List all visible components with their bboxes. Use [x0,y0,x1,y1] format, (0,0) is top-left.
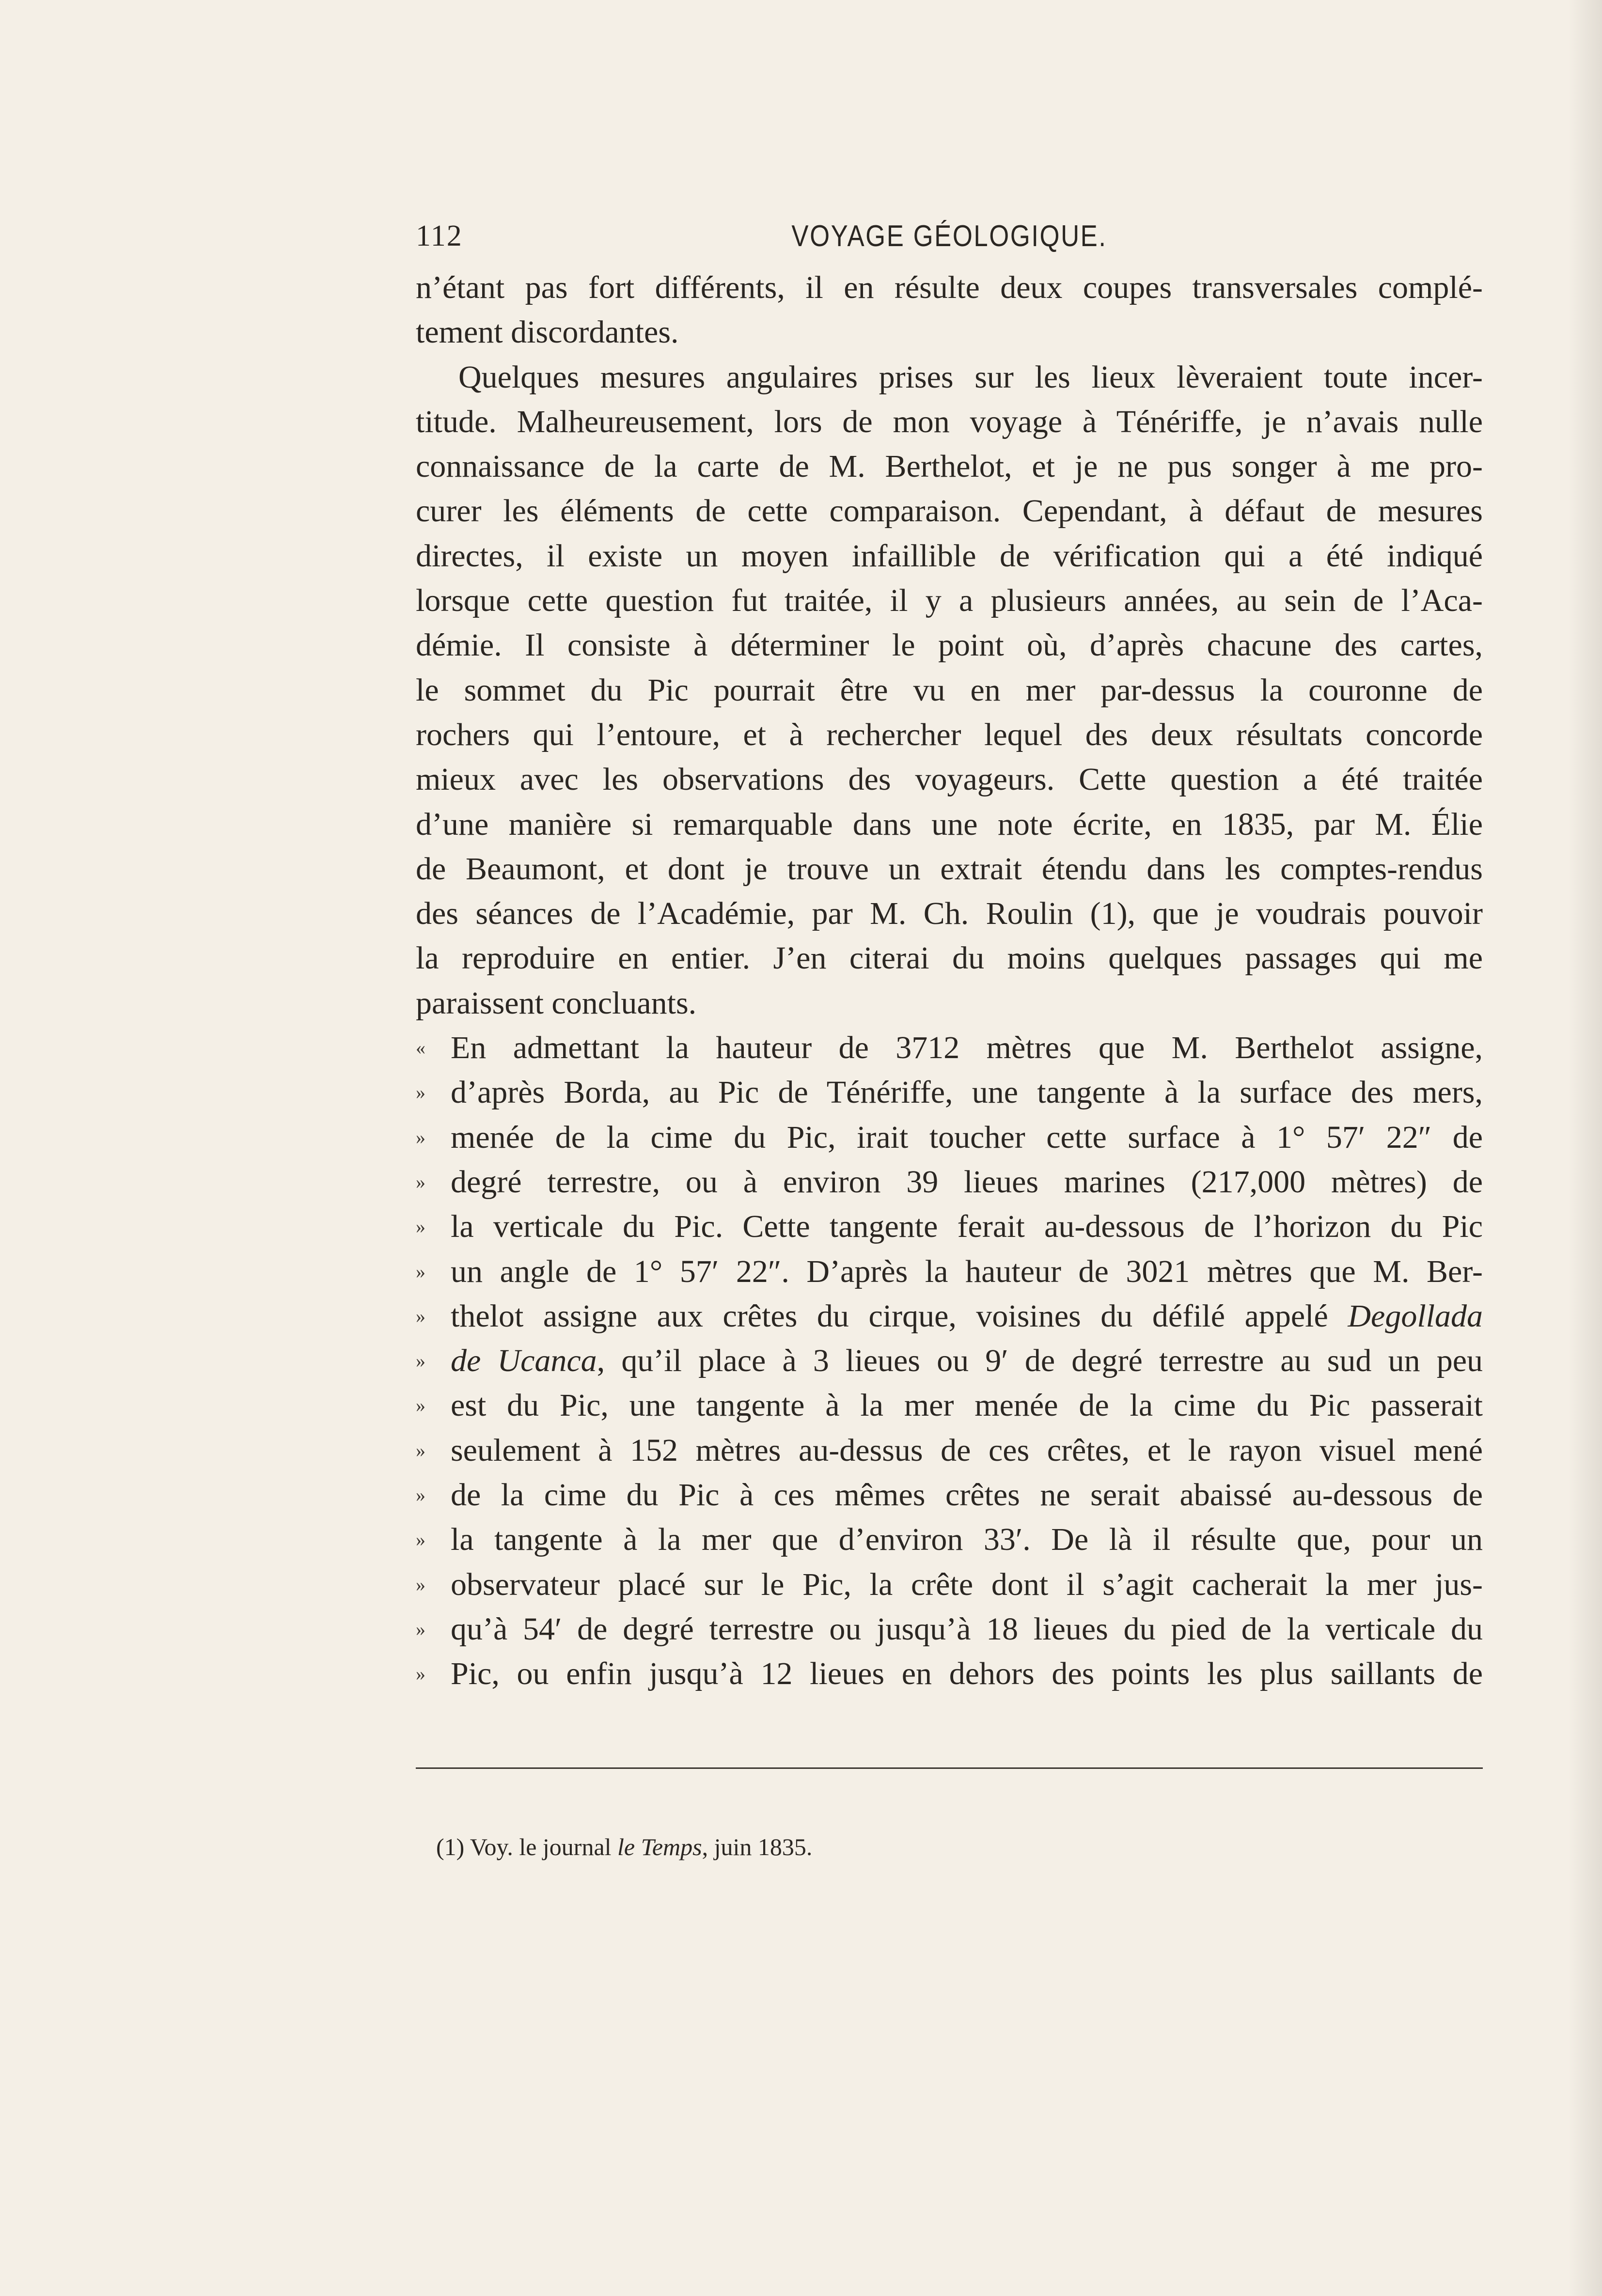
quote-mark: » [416,1529,425,1551]
quote-text: , qu’il place à 3 lieues ou 9′ de degré terrestre au sud un peu [597,1343,1483,1379]
text-line: la reproduire en entier. J’en citerai du moins quelques passages qui me [416,940,1483,976]
quote-text: menée de la cime du Pic, irait toucher cette surface à 1° 57′ 22″ de [451,1119,1483,1155]
quote-text: qu’à 54′ de degré terrestre ou jusqu’à 18 lieues du pied de la verticale du [451,1611,1483,1647]
quote-line [416,1250,1483,1294]
footnote [436,1832,812,1861]
quote-text: de la cime du Pic à ces mêmes crêtes ne serait abaissé au-dessous de [451,1477,1483,1513]
text-line: titude. Malheureusement, lors de mon voyage à Ténériffe, je n’avais nulle [416,404,1483,439]
page-edge-shadow [1568,0,1602,2296]
quote-mark: » [416,1573,425,1595]
text-line: Quelques mesures angulaires prises sur les lieux lèveraient toute incer- [458,359,1483,395]
quote-mark: » [416,1350,425,1372]
quote-text: Pic, ou enfin jusqu’à 12 lieues en dehors des points les plus saillants de [451,1656,1483,1692]
quote-text: d’après Borda, au Pic de Ténériffe, une tangente à la surface des mers, [451,1075,1483,1110]
text-line: démie. Il consiste à déterminer le point où, d’après chacune des cartes, [416,627,1483,663]
quote-line [416,1652,1483,1696]
text-line: le sommet du Pic pourrait être vu en mer par-dessus la couronne de [416,672,1483,708]
italic-place-name: Degollada [1348,1298,1483,1334]
quote-line [416,1562,1483,1607]
quote-text: la tangente à la mer que d’environ 33′. De là il résulte que, pour un [451,1522,1483,1558]
text-line: lorsque cette question fut traitée, il y a plusieurs années, au sein de l’Aca- [416,583,1483,619]
italic-place-name: de Ucanca [451,1343,597,1379]
quote-mark: » [416,1305,425,1327]
quote-mark: » [416,1081,425,1104]
text-line: directes, il existe un moyen infaillible de vérification qui a été indiqué [416,538,1483,574]
quote-mark: » [416,1439,425,1461]
text-line: curer les éléments de cette comparaison. Cependant, à défaut de mesures [416,493,1483,529]
text-line: de Beaumont, et dont je trouve un extrait étendu dans les comptes-rendus [416,851,1483,887]
quote-text: thelot assigne aux crêtes du cirque, voisines du défilé appelé [451,1298,1348,1334]
quote-text: degré terrestre, ou à environ 39 lieues marines (217,000 mètres) de [451,1164,1483,1200]
quote-line [416,1339,1483,1383]
footnote-italic-title: le Temps [617,1833,702,1860]
running-header [416,219,1483,263]
text-line: mieux avec les observations des voyageurs. Cette question a été traitée [416,762,1483,797]
quote-line [416,1473,1483,1517]
quote-line [416,1160,1483,1204]
quote-text: la verticale du Pic. Cette tangente ferait au-dessous de l’horizon du Pic [451,1209,1483,1245]
quote-mark: » [416,1216,425,1238]
quote-line [416,1294,1483,1339]
text-line: connaissance de la carte de M. Berthelot, et je ne pus songer à me pro- [416,449,1483,484]
footnote-text: , juin 1835. [702,1833,813,1860]
quote-line [416,1383,1483,1428]
quote-text: En admettant la hauteur de 3712 mètres que M. Berthelot assigne, [451,1030,1483,1066]
text-line: d’une manière si remarquable dans une note écrite, en 1835, par M. Élie [416,806,1483,842]
quote-mark: « [416,1037,425,1059]
text-line: des séances de l’Académie, par M. Ch. Roulin (1), que je voudrais pouvoir [416,896,1483,932]
text-line: paraissent concluants. [416,985,697,1021]
quote-line [416,1115,1483,1160]
text-line: n’étant pas fort différents, il en résulte deux coupes transversales complé- [416,270,1483,305]
quote-text: observateur placé sur le Pic, la crête dont il s’agit cacherait la mer jus- [451,1566,1483,1602]
quote-mark: » [416,1126,425,1148]
quote-mark: » [416,1618,425,1640]
quote-line [416,1070,1483,1115]
quote-text: seulement à 152 mètres au-dessus de ces crêtes, et le rayon visuel mené [451,1432,1483,1468]
quote-mark: » [416,1484,425,1506]
running-title: VOYAGE GÉOLOGIQUE. [791,219,1107,253]
footnote-rule [416,1767,1483,1769]
quote-line [416,1428,1483,1473]
quote-mark: » [416,1260,425,1282]
text-line: tement discordantes. [416,314,679,350]
quote-line [416,1204,1483,1249]
footnote-text: (1) Voy. le journal [436,1833,618,1860]
quote-line [416,1517,1483,1562]
quote-line [416,1026,1483,1070]
quote-mark: » [416,1171,425,1193]
quote-text: un angle de 1° 57′ 22″. D’après la hauteur de 3021 mètres que M. Ber- [451,1253,1483,1289]
text-line: rochers qui l’entoure, et à rechercher lequel des deux résultats concorde [416,717,1483,752]
quote-mark: » [416,1663,425,1685]
page-number: 112 [416,219,463,252]
body-text [416,266,1483,1697]
quote-text: est du Pic, une tangente à la mer menée de la cime du Pic passerait [451,1388,1483,1423]
quote-line [416,1607,1483,1652]
quote-mark: » [416,1394,425,1417]
